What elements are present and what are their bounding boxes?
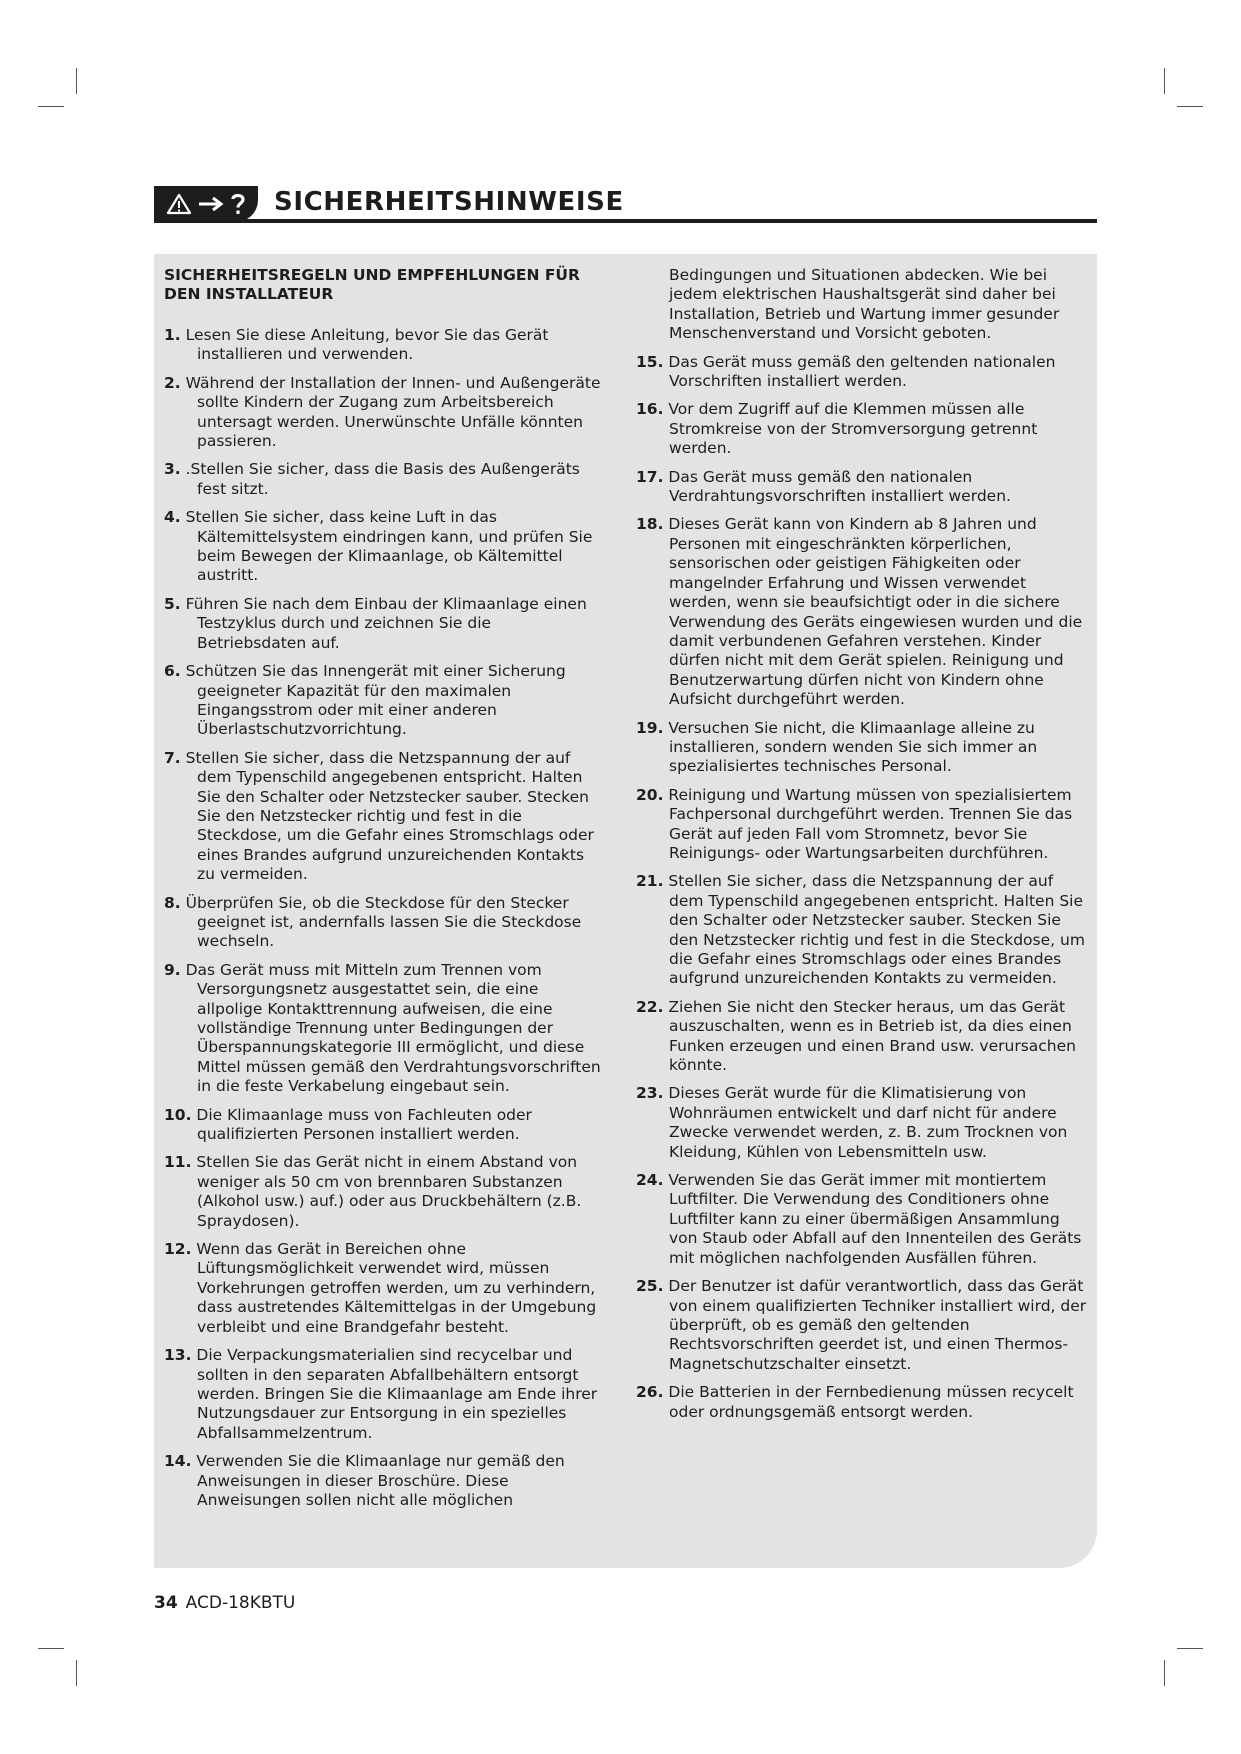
item-text: Versuchen Sie nicht, die Klimaanlage alleine zu installieren, sondern wenden Sie sich immer an spezialisiertes technisches Personal. [668, 718, 1038, 776]
item-number: 10. [164, 1105, 192, 1124]
item-text: Das Gerät muss gemäß den nationalen Verdrahtungsvorschriften installiert werden. [668, 467, 1011, 506]
safety-item-26 [636, 1383, 1088, 1422]
item-text: Die Batterien in der Fernbedienung müssen recycelt oder ordnungsgemäß entsorgt werden. [668, 1383, 1074, 1421]
safety-item-13 [164, 1346, 604, 1443]
item-number: 7. [164, 748, 181, 767]
item-number: 20. [636, 785, 664, 804]
header-badge [154, 186, 258, 222]
crop-mark-bottom-left-v [76, 1660, 77, 1686]
item-text: .Stellen Sie sicher, dass die Basis des Außengeräts fest sitzt. [185, 460, 580, 498]
item-number: 3. [164, 460, 181, 479]
item-text: Dieses Gerät wurde für die Klimatisierung von Wohnräumen entwickelt und darf nicht für andere Zwecke verwendet werden, z. B. zum Trocknen von Kleidung, Kühlen von Lebensmitteln usw. [668, 1084, 1068, 1161]
item-text: Lesen Sie diese Anleitung, bevor Sie das Gerät installieren und verwenden. [185, 326, 549, 364]
page-title: SICHERHEITSHINWEISE [274, 187, 624, 217]
item-text: Verwenden Sie die Klimaanlage nur gemäß den Anweisungen in dieser Broschüre. Diese Anweisungen sollen nicht alle möglichen [196, 1452, 565, 1509]
right-column [636, 266, 1088, 1431]
crop-mark-bottom-left-h [38, 1648, 64, 1649]
item-text: Verwenden Sie das Gerät immer mit montiertem Luftfilter. Die Verwendung des Conditioners ohne Luftfilter kann zu einer übermäßigen Ansammlung von Staub oder Abfall auf den Innenteilen des Geräts mit möglichen nachfolgenden Ausfällen führen. [668, 1171, 1082, 1267]
item-number: 21. [636, 872, 664, 891]
safety-item-14 [164, 1452, 604, 1510]
item-text: Ziehen Sie nicht den Stecker heraus, um das Gerät auszuschalten, wenn es in Betrieb ist, da dies einen Funken erzeugen und einen Brand usw. verursachen könnte. [668, 997, 1076, 1075]
safety-item-15 [636, 353, 1088, 392]
safety-item-3 [164, 460, 604, 499]
safety-item-9 [164, 961, 604, 1097]
safety-item-24 [636, 1171, 1088, 1268]
safety-item-12 [164, 1240, 604, 1337]
safety-item-11 [164, 1153, 604, 1231]
page-footer [154, 1593, 295, 1613]
safety-item-8 [164, 894, 604, 952]
item-text: Die Verpackungsmaterialien sind recycelbar und sollten in den separaten Abfallbehältern entsorgt werden. Bringen Sie die Klimaanlage am Ende ihrer Nutzungsdauer zur Entsorgung in ein spezielles Abfallsammelzentrum. [196, 1346, 598, 1442]
item-number: 11. [164, 1153, 192, 1172]
crop-mark-bottom-right-v [1164, 1660, 1165, 1686]
item-text: Wenn das Gerät in Bereichen ohne Lüftungsmöglichkeit verwendet wird, müssen Vorkehrungen getroffen werden, um zu verhindern, dass austretendes Kältemittelgas in der Umgebung verbleibt und eine Brandgefahr besteht. [196, 1240, 597, 1336]
item-text: Reinigung und Wartung müssen von spezialisiertem Fachpersonal durchgeführt werden. Trennen Sie das Gerät auf jeden Fall vom Stromnetz, bevor Sie Reinigungs- oder Wartungsarbeiten durchführen. [668, 785, 1073, 862]
item-text: Das Gerät muss gemäß den geltenden nationalen Vorschriften installiert werden. [668, 352, 1056, 391]
item-text: Während der Installation der Innen- und Außengeräte sollte Kindern der Zugang zum Arbeitsbereich untersagt werden. Unerwünschte Unfälle könnten passieren. [185, 373, 601, 451]
item-number: 18. [636, 515, 664, 534]
crop-mark-top-left-h [38, 106, 64, 107]
left-item-list [164, 326, 604, 1510]
safety-item-25 [636, 1277, 1088, 1374]
crop-mark-top-right-h [1177, 106, 1203, 107]
model-name: ACD-18KBTU [185, 1593, 296, 1613]
item-number: 25. [636, 1277, 664, 1296]
item-number: 1. [164, 326, 181, 344]
left-column [164, 266, 604, 1519]
item-number: 22. [636, 997, 664, 1016]
safety-item-4 [164, 508, 604, 586]
item-text: Die Klimaanlage muss von Fachleuten oder qualifizierten Personen installiert werden. [196, 1105, 532, 1144]
safety-item-23 [636, 1084, 1088, 1162]
header-rule [154, 219, 1097, 223]
safety-item-7 [164, 749, 604, 885]
arrow-right-icon [198, 196, 224, 212]
item-number: 17. [636, 467, 664, 486]
item-number: 4. [164, 508, 181, 527]
crop-mark-top-left-v [76, 68, 77, 94]
safety-item-2 [164, 374, 604, 452]
safety-content-panel [154, 254, 1097, 1568]
item-number: 2. [164, 373, 181, 392]
item-number: 13. [164, 1346, 192, 1365]
item-text: Schützen Sie das Innengerät mit einer Sicherung geeigneter Kapazität für den maximalen Eingangsstrom oder mit einer anderen Überlastschutzvorrichtung. [185, 662, 566, 739]
item-text: Stellen Sie sicher, dass die Netzspannung der auf dem Typenschild angegebenen entspricht. Halten Sie den Schalter oder Netzstecker sauber. Stecken Sie den Netzstecker richtig und fest in die Steckdose, um die Gefahr eines Stromschlags oder eines Brandes aufgrund unzureichenden Kontakts zu vermeiden. [668, 872, 1085, 988]
warning-triangle-icon [166, 193, 192, 215]
safety-item-19 [636, 719, 1088, 777]
item-number: 19. [636, 718, 664, 737]
safety-item-21 [636, 872, 1088, 988]
safety-item-1 [164, 326, 604, 365]
item-text: Stellen Sie sicher, dass die Netzspannung der auf dem Typenschild angegebenen entspricht. Halten Sie den Schalter oder Netzstecker sauber. Stecken Sie den Netzstecker richtig und fest in die Steckdose, um die Gefahr eines Stromschlags oder eines Brandes aufgrund unzureichenden Kontakts zu vermeiden. [185, 748, 594, 884]
item-text: Überprüfen Sie, ob die Steckdose für den Stecker geeignet ist, andernfalls lassen Sie die Steckdose wechseln. [185, 893, 582, 951]
item-number: 8. [164, 893, 181, 912]
item-number: 24. [636, 1171, 664, 1190]
item-text: Dieses Gerät kann von Kindern ab 8 Jahren und Personen mit eingeschränkten körperlichen, sensorischen oder geistigen Fähigkeiten oder mangelnder Erfahrung und Wissen verwendet werden, wenn sie beaufsichtigt oder in die sichere Verwendung des Geräts eingewiesen wurden und die damit verbundenen Gefahren verstehen. Kinder dürfen nicht mit dem Gerät spielen. Reinigung und Benutzerwartung dürfen nicht von Kindern ohne Aufsicht durchgeführt werden. [668, 515, 1083, 709]
item-number: 15. [636, 352, 664, 371]
safety-item-10 [164, 1106, 604, 1145]
item-text: Stellen Sie sicher, dass keine Luft in das Kältemittelsystem eindringen kann, und prüfen Sie beim Bewegen der Klimaanlage, ob Kältemittel austritt. [185, 508, 593, 585]
item-number: 5. [164, 594, 181, 613]
item-text: Führen Sie nach dem Einbau der Klimaanlage einen Testzyklus durch und zeichnen Sie die Betriebsdaten auf. [185, 594, 587, 652]
item-number: 16. [636, 400, 664, 419]
installer-subheading: SICHERHEITSREGELN UND EMPFEHLUNGEN FÜR DEN INSTALLATEUR [164, 266, 580, 303]
section-header [154, 186, 1097, 222]
crop-mark-top-right-v [1164, 68, 1165, 94]
safety-item-17 [636, 468, 1088, 507]
item-number: 6. [164, 662, 181, 681]
safety-item-6 [164, 662, 604, 740]
crop-mark-bottom-right-h [1177, 1648, 1203, 1649]
item-number: 26. [636, 1383, 664, 1402]
item-number: 23. [636, 1084, 664, 1103]
item-number: 14. [164, 1452, 192, 1471]
item-number: 9. [164, 960, 181, 979]
item-text: Das Gerät muss mit Mitteln zum Trennen vom Versorgungsnetz ausgestattet sein, die eine allpolige Kontakttrennung aufweisen, die eine vollständige Trennung unter Bedingungen der Überspannungskategorie III ermöglicht, und diese Mittel müssen gemäß den Verdrahtungsvorschriften in die feste Verkabelung eingebaut sein. [185, 960, 601, 1096]
safety-item-5 [164, 595, 604, 653]
item-text: Der Benutzer ist dafür verantwortlich, dass das Gerät von einem qualifizierten Techniker installiert wird, der überprüft, ob es gemäß den geltenden Rechtsvorschriften geerdet ist, und einen Thermos-Magnetschutzschalter einsetzt. [668, 1277, 1087, 1373]
item-text: Vor dem Zugriff auf die Klemmen müssen alle Stromkreise von der Stromversorgung getrennt werden. [668, 400, 1038, 458]
item-text: Stellen Sie das Gerät nicht in einem Abstand von weniger als 50 cm von brennbaren Substanzen (Alkohol usw.) auf.) oder aus Druckbehältern (z.B. Spraydosen). [196, 1153, 582, 1230]
item-number: 12. [164, 1240, 192, 1259]
safety-item-20 [636, 786, 1088, 864]
page-number: 34 [154, 1593, 178, 1613]
safety-item-18 [636, 515, 1088, 709]
item-14-continuation: Bedingungen und Situationen abdecken. Wie bei jedem elektrischen Haushaltsgerät sind daher bei Installation, Betrieb und Wartung immer gesunder Menschenverstand und Vorsicht geboten. [669, 266, 1060, 343]
question-mark-icon [230, 192, 246, 216]
right-item-list [636, 353, 1088, 1422]
safety-item-22 [636, 998, 1088, 1076]
safety-item-16 [636, 400, 1088, 458]
